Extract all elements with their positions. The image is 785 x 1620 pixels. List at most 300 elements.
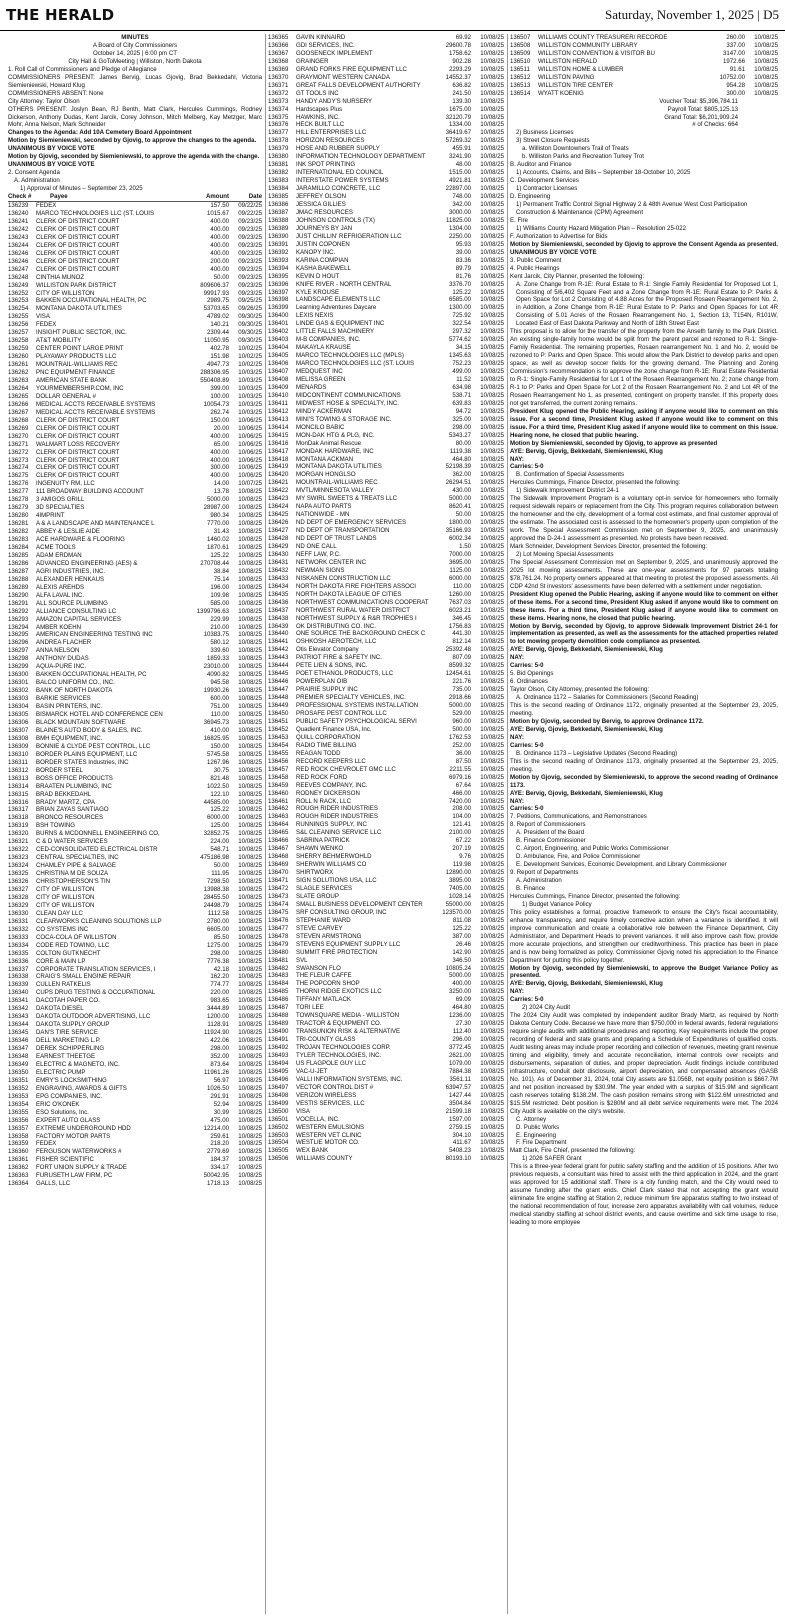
amount: 36.00	[455, 749, 471, 757]
payee: YOURMEMBERSHIP.COM, INC	[36, 384, 124, 392]
amount: 4947.73	[206, 361, 229, 369]
amount: 100.00	[210, 392, 229, 400]
date: 10/08/25	[480, 853, 504, 861]
table-row	[8, 958, 262, 966]
table-row	[8, 1053, 262, 1061]
table-row	[268, 1092, 504, 1100]
table-row	[8, 1077, 262, 1085]
date: 10/08/25	[238, 1045, 262, 1053]
nay-vote: NAY:	[510, 988, 524, 996]
check-number: 136423	[268, 495, 289, 503]
check-number: 136276	[8, 480, 29, 488]
table-row	[268, 630, 504, 638]
date: 10/08/25	[480, 582, 504, 590]
table-row	[268, 58, 504, 66]
amount: 466.00	[452, 789, 471, 797]
date: 10/08/25	[238, 1156, 262, 1164]
header-amount: Amount	[205, 193, 229, 201]
date: 10/08/25	[480, 861, 504, 869]
check-number: 136281	[8, 520, 29, 528]
roll-call	[8, 66, 262, 138]
table-row	[8, 719, 262, 727]
payee: Hardscapes Plus	[296, 105, 343, 113]
consent-sub: 1) Approval of Minutes – September 23, 2025	[20, 185, 143, 193]
agenda-item: F. Authorization to Advertise for Bids	[510, 232, 608, 240]
amount: 80.00	[455, 439, 471, 447]
payee: SRF CONSULTING GROUP, INC	[296, 908, 387, 916]
table-row	[8, 981, 262, 989]
date: 10/08/25	[238, 1092, 262, 1100]
date: 09/23/25	[238, 225, 262, 233]
table-row	[8, 1156, 262, 1164]
table-row	[268, 265, 504, 273]
amount: 464.80	[452, 455, 471, 463]
table-row	[268, 289, 504, 297]
check-number: 136511	[510, 65, 530, 73]
check-number: 136379	[268, 145, 289, 153]
payee: WESTLIE MOTOR CO.	[296, 1139, 360, 1147]
payee: EPG COMPANIES, INC.	[36, 1092, 103, 1100]
check-number: 136482	[268, 964, 289, 972]
check-number: 136325	[8, 870, 29, 878]
table-row	[8, 973, 262, 981]
payee: C & D WATER SERVICES	[36, 838, 108, 846]
payee: SHERWIN WILLIAMS CO	[296, 861, 367, 869]
payee: A & A LANDSCAPE AND MAINTENANCE L	[36, 520, 155, 528]
check-number: 136396	[268, 280, 289, 288]
amount: 752.23	[452, 360, 471, 368]
check-number: 136313	[8, 774, 29, 782]
check-number: 136280	[8, 512, 29, 520]
payee: CODE RED TOWING, LLC	[36, 941, 110, 949]
table-row	[8, 433, 262, 441]
date: 10/06/25	[238, 424, 262, 432]
amount: 3241.90	[448, 153, 471, 161]
table-row	[268, 169, 504, 177]
amount: 1300.00	[448, 304, 471, 312]
table-row	[8, 711, 262, 719]
table-row	[268, 774, 504, 782]
amount: 6605.00	[206, 925, 229, 933]
check-number: 136364	[8, 1180, 29, 1188]
table-row	[268, 1084, 504, 1092]
check-number: 136494	[268, 1059, 289, 1067]
check-number: 136323	[8, 854, 29, 862]
check-number: 136502	[268, 1123, 289, 1131]
check-number: 136273	[8, 456, 29, 464]
check-number: 136255	[8, 313, 29, 321]
date: 10/08/25	[238, 1084, 262, 1092]
nay-vote: NAY:	[510, 797, 524, 805]
amount: 3147.00	[722, 49, 745, 57]
payee: MELISSA GREEN	[296, 375, 346, 383]
check-number: 136359	[8, 1140, 29, 1148]
payee: COLTON GUTKNECHT	[36, 949, 101, 957]
check-number: 136299	[8, 663, 29, 671]
table-row	[268, 511, 504, 519]
check-number: 136371	[268, 81, 289, 89]
check-number: 136424	[268, 503, 289, 511]
table-row	[8, 1021, 262, 1029]
table-row	[8, 425, 262, 433]
table-row	[8, 966, 262, 974]
amount: 16825.95	[203, 734, 229, 742]
date: 10/08/25	[238, 496, 262, 504]
payee: SLATE GROUP	[296, 892, 339, 900]
amount: 104.00	[452, 813, 471, 821]
amount: 812.14	[452, 638, 471, 646]
table-row	[8, 727, 262, 735]
date: 10/06/25	[238, 448, 262, 456]
table-row	[268, 638, 504, 646]
amount: 140.21	[210, 321, 229, 329]
check-number: 136349	[8, 1060, 29, 1068]
amount: 7884.38	[448, 1067, 471, 1075]
check-number: 136491	[268, 1036, 289, 1044]
agenda-item: D. Ambulance, Fire, and Police Commissioner	[516, 853, 641, 861]
table-row	[8, 918, 262, 926]
amount: 464.80	[452, 1004, 471, 1012]
table-row	[8, 631, 262, 639]
payee: ND DEPT OF EMERGENCY SERVICES	[296, 519, 407, 527]
table-row	[268, 217, 504, 225]
date: 09/23/25	[238, 257, 262, 265]
agenda-item: B. Finance Commissioner	[516, 837, 586, 845]
check-number: 136291	[8, 599, 29, 607]
table-row	[268, 34, 504, 42]
amount: 94.72	[455, 407, 471, 415]
payee: BOSS OFFICE PRODUCTS	[36, 774, 113, 782]
date: 10/08/25	[480, 972, 504, 980]
check-number: 136292	[8, 607, 29, 615]
payee: VERIZON WIRELESS	[296, 1091, 357, 1099]
table-row	[268, 535, 504, 543]
table-row	[268, 909, 504, 917]
payee: WILLISTON COMMUNITY LIBRARY	[538, 41, 638, 49]
check-number: 136422	[268, 487, 289, 495]
date: 10/08/25	[480, 829, 504, 837]
date: 10/08/25	[238, 718, 262, 726]
payee: MIDCONTINENT COMMUNICATIONS	[296, 391, 401, 399]
date: 10/08/25	[480, 702, 504, 710]
amount: 6585.00	[448, 296, 471, 304]
amount: 2621.00	[448, 1052, 471, 1059]
check-number: 136459	[268, 781, 289, 789]
table-row	[268, 933, 504, 941]
payee: ANDREA FLACHER	[36, 639, 92, 647]
check-number: 136365	[268, 34, 289, 41]
table-row	[8, 679, 262, 687]
date: 10/08/25	[238, 981, 262, 989]
table-row	[268, 432, 504, 440]
amount: 10805.24	[445, 964, 471, 972]
payee: CITY OF WILLISTON	[36, 289, 95, 297]
date: 10/08/25	[480, 757, 504, 765]
date: 10/08/25	[238, 536, 262, 544]
payee: BRONCO RESOURCES	[36, 814, 104, 822]
date: 10/06/25	[238, 464, 262, 472]
table-row	[268, 925, 504, 933]
payee: DAKOTA OUTDOOR ADVERTISING, LLC	[36, 1013, 151, 1021]
table-row	[8, 624, 262, 632]
check-number: 136337	[8, 965, 29, 973]
table-row	[510, 90, 778, 98]
amount: 11050.95	[204, 337, 229, 345]
motion: Motion by Siemieniewski, seconded by Gjovig, to approve the changes to the agenda.	[8, 137, 257, 145]
amount: 3250.00	[448, 988, 471, 996]
amount: 475.00	[210, 1116, 229, 1124]
table-row	[268, 440, 504, 448]
payee: NATIONWIDE - MN	[296, 511, 350, 519]
check-number: 136444	[268, 662, 289, 670]
date: 10/08/25	[480, 1099, 504, 1107]
amount: 6000.00	[206, 814, 229, 822]
check-number: 136269	[8, 424, 29, 432]
check-number: 136295	[8, 631, 29, 639]
check-number: 136415	[268, 431, 289, 439]
agenda-item: 1) Permanent Traffic Control Signal Highway 2 & 48th Avenue West Cost Participation Construction & Maintenance (CPM) Agreement	[516, 201, 748, 216]
date: 10/08/25	[754, 57, 778, 65]
check-count: # of Checks: 664	[692, 121, 738, 129]
table-row	[8, 775, 262, 783]
table-row	[268, 702, 504, 710]
date: 10/08/25	[480, 407, 504, 415]
payee: DAKOTA DIESEL	[36, 1005, 84, 1013]
payee: EMRY'S LOCKSMITHING	[36, 1076, 107, 1084]
check-number: 136449	[268, 702, 289, 710]
payee: RED ROCK CHEVROLET GMC LLC	[296, 765, 396, 773]
check-number: 136500	[268, 1107, 289, 1115]
check-number: 136239	[8, 202, 29, 210]
payee: MON-DAK HTG & PLG, INC.	[296, 431, 375, 439]
check-number: 136453	[268, 733, 289, 741]
presenter: Hercules Cummings, Finance Director, presented the following:	[510, 892, 681, 900]
table-row	[8, 488, 262, 496]
amount: 2779.69	[206, 1148, 229, 1156]
check-number: 136352	[8, 1084, 29, 1092]
amount: 220.00	[210, 989, 229, 997]
table-row	[268, 678, 504, 686]
payee: FERGUSON WATERWORKS #	[36, 1148, 122, 1156]
table-row	[268, 869, 504, 877]
check-number: 136465	[268, 829, 289, 837]
check-number: 136246	[8, 249, 29, 257]
amount: 112.40	[452, 1028, 471, 1036]
payee: STEVE CARVEY	[296, 924, 343, 932]
amount: 53703.65	[203, 305, 229, 313]
amount: 26294.51	[445, 479, 471, 487]
payee: BORDER PLAINS EQUIPMENT, LLC	[36, 750, 138, 758]
table-row	[268, 980, 504, 988]
table-row	[268, 615, 504, 623]
payee: LEXIS NEXIS	[296, 312, 334, 320]
table-row	[8, 870, 262, 878]
check-number: 136474	[268, 900, 289, 908]
amount: 1260.00	[448, 590, 471, 598]
payee: ANTHONY DUDAS	[36, 655, 89, 663]
payee: TIFFANY MATLACK	[296, 996, 351, 1004]
date: 10/08/25	[480, 336, 504, 344]
date: 10/08/25	[480, 121, 504, 129]
check-number: 136253	[8, 297, 29, 305]
payee: CLERK OF DISTRICT COURT	[36, 432, 120, 440]
date: 10/08/25	[238, 830, 262, 838]
date: 10/08/25	[480, 550, 504, 558]
table-row	[268, 559, 504, 567]
payee: MEDQUEST INC	[296, 368, 343, 376]
check-number: 136442	[268, 646, 289, 654]
table-row	[8, 886, 262, 894]
payee: NORTHWEST COMMUNICATIONS COOPERAT	[296, 598, 429, 606]
amount: 325.00	[452, 415, 471, 423]
table-row	[268, 646, 504, 654]
check-number: 136288	[8, 575, 29, 583]
amount: 38.84	[213, 567, 229, 575]
date: 10/08/25	[480, 304, 504, 312]
agenda-item: a. Williston Downtowners Trail of Treats	[522, 145, 629, 153]
table-row	[268, 312, 504, 320]
date: 10/08/25	[238, 1013, 262, 1021]
grand-total: Grand Total: $6,201,909.24	[664, 113, 738, 121]
date: 10/07/25	[238, 480, 262, 488]
table-row	[268, 273, 504, 281]
table-row	[268, 448, 504, 456]
table-row	[8, 639, 262, 647]
date: 10/08/25	[238, 878, 262, 886]
check-number: 136393	[268, 256, 289, 264]
payee: Quadient Finance USA, Inc.	[296, 725, 372, 733]
amount: 44585.00	[203, 798, 229, 806]
date: 10/08/25	[480, 1147, 504, 1155]
check-number: 136455	[268, 749, 289, 757]
amount: 89.79	[455, 264, 471, 272]
check-number: 136506	[268, 1155, 289, 1163]
payee: BASIN PRINTERS, INC.	[36, 703, 103, 711]
payee: PATRIOT FIRE & SAFETY INC.	[296, 654, 382, 662]
check-number: 136361	[8, 1156, 29, 1164]
check-number: 136362	[8, 1164, 29, 1172]
amount: 122.10	[210, 790, 229, 798]
amount: 7298.50	[206, 878, 229, 886]
date: 10/08/25	[480, 543, 504, 550]
date: 09/23/25	[238, 289, 262, 297]
table-row	[268, 249, 504, 257]
amount: 2100.00	[448, 829, 471, 837]
check-number: 136307	[8, 726, 29, 734]
amount: 150.00	[210, 416, 229, 424]
table-row	[268, 463, 504, 471]
date: 10/08/25	[480, 1139, 504, 1147]
check-number: 136425	[268, 511, 289, 519]
table-row	[268, 798, 504, 806]
date: 10/08/25	[238, 1053, 262, 1060]
date: 10/06/25	[238, 416, 262, 424]
date: 10/08/25	[480, 781, 504, 789]
date: 09/23/25	[238, 217, 262, 225]
table-row	[268, 1139, 504, 1147]
date: 10/08/25	[480, 89, 504, 97]
table-row	[268, 543, 504, 551]
date: 10/08/25	[238, 512, 262, 520]
date: 09/23/25	[238, 273, 262, 281]
payee: JMAC RESOURCES	[296, 208, 353, 216]
table-row	[8, 329, 262, 337]
payee: GRAINGER	[296, 57, 329, 65]
payee: WILLISTON TIRE CENTER	[538, 81, 613, 89]
amount: 1275.00	[206, 941, 229, 949]
date: 10/08/25	[480, 773, 504, 781]
check-number: 136473	[268, 892, 289, 900]
table-row	[8, 297, 262, 305]
date: 10/08/25	[238, 703, 262, 711]
table-row	[8, 989, 262, 997]
table-row	[8, 449, 262, 457]
payee: ENGRAVING, AWARDS & GIFTS	[36, 1084, 127, 1092]
check-number: 136399	[268, 304, 289, 312]
table-row	[268, 941, 504, 949]
check-number: 136405	[268, 352, 289, 360]
payee: VAC-U-JET	[296, 1067, 328, 1075]
payee: MY SWIRL SWEETS & TREATS LLC	[296, 495, 398, 503]
payee: TRACTOR & EQUIPMENT CO.	[296, 1020, 382, 1028]
amount: 11924.90	[204, 1029, 229, 1037]
amount: 5408.23	[448, 1147, 471, 1155]
check-number: 136493	[268, 1052, 289, 1059]
payee: CUPS DRUG TESTING & OCCUPATIONAL	[36, 989, 156, 997]
table-row	[8, 266, 262, 274]
payee: GALLS, LLC	[36, 1180, 71, 1188]
date: 10/08/25	[480, 725, 504, 733]
payee: FORT UNION SUPPLY & TRADE	[36, 1164, 127, 1172]
amount: 1427.44	[448, 1091, 471, 1099]
table-row	[8, 226, 262, 234]
table-row	[8, 926, 262, 934]
date: 10/08/25	[238, 893, 262, 901]
date: 10/08/25	[480, 527, 504, 535]
table-row	[268, 82, 504, 90]
payee: MAKAYLA KRAUSE	[296, 344, 351, 352]
table-row	[8, 1101, 262, 1109]
amount: 125.22	[210, 551, 229, 559]
check-number: 136316	[8, 798, 29, 806]
check-number: 136270	[8, 432, 29, 440]
date: 10/08/25	[480, 940, 504, 948]
amount: 12214.00	[203, 1124, 229, 1132]
amount: 14552.37	[445, 73, 471, 81]
table-row	[268, 1076, 504, 1084]
payee: AMERICAN ENGINEERING TESTING INC	[36, 631, 153, 639]
check-number: 136466	[268, 837, 289, 845]
payee: WESTERN VET CLINIC	[296, 1131, 362, 1139]
check-number: 136485	[268, 988, 289, 996]
date: 10/08/25	[238, 488, 262, 496]
agenda-item: A. Ordinance 1172 – Salaries for Commissioners (Second Reading)	[516, 694, 699, 702]
check-number: 136489	[268, 1020, 289, 1028]
agenda-item: A. Administration	[516, 877, 562, 885]
table-row	[268, 766, 504, 774]
amount: 24498.79	[203, 901, 229, 909]
payee: CENTRAL SPECIALTIES, INC	[36, 854, 119, 862]
date: 10/08/25	[480, 1123, 504, 1131]
check-number: 136497	[268, 1083, 289, 1091]
payee: S&L CLEANING SERVICE LLC	[296, 829, 382, 837]
table-row	[268, 1060, 504, 1068]
date: 10/08/25	[480, 185, 504, 193]
payee: AQUA-PURE INC.	[36, 663, 87, 671]
payee: MONDAK HARDWARE, INC	[296, 447, 374, 455]
table-row	[8, 258, 262, 266]
amount: 387.00	[452, 932, 471, 940]
